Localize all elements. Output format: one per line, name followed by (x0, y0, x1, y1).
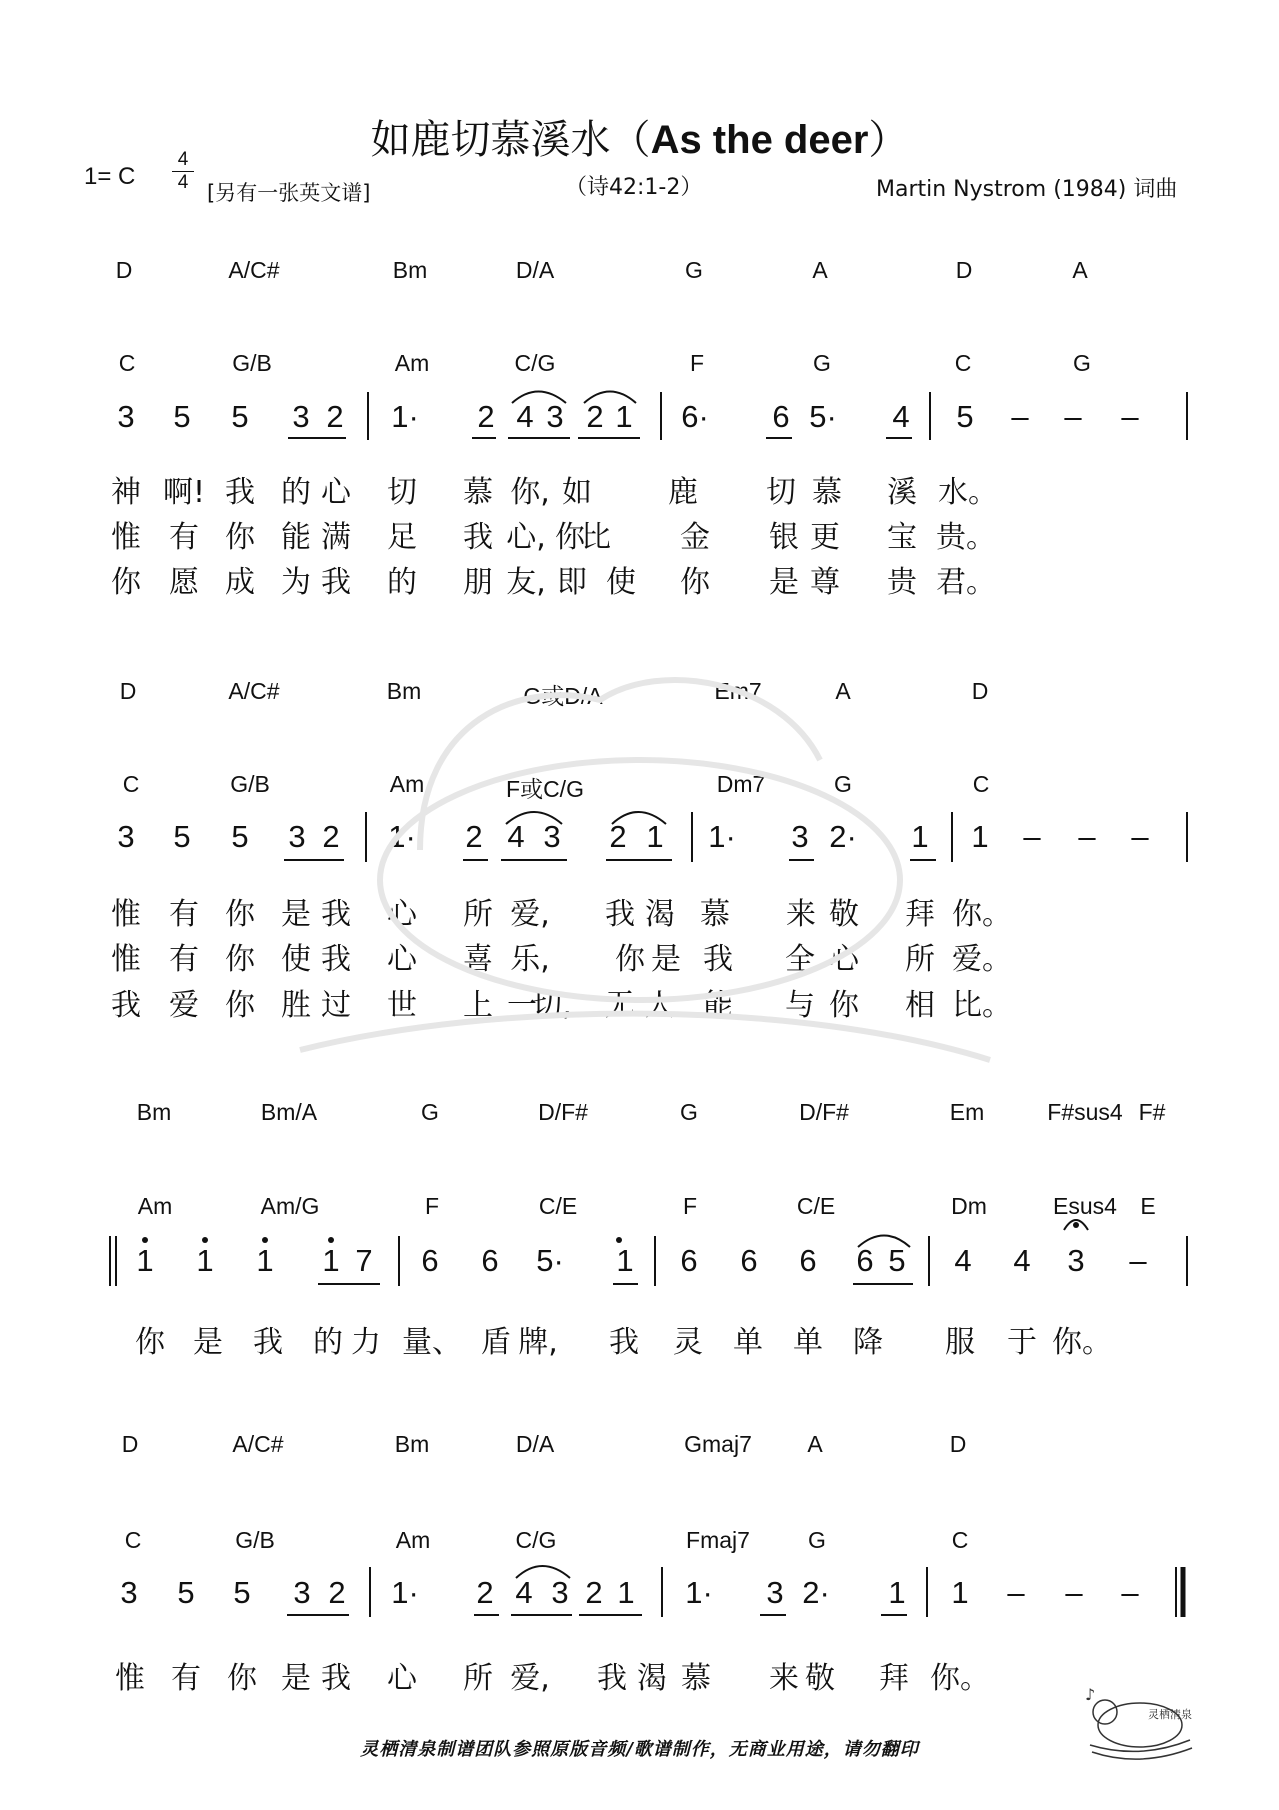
chord-symbol-capo: Am (395, 1527, 431, 1553)
lyric-syllable: 爱。 (952, 942, 1012, 977)
jianpu-note: 4 (954, 1243, 972, 1278)
lyric-syllable: 我 (703, 942, 733, 977)
chord-symbol-capo: C/G (515, 1527, 557, 1553)
chord-symbol: A/C# (228, 257, 280, 283)
chord-symbol: F# (1138, 1099, 1166, 1125)
jianpu-note: 2 (477, 399, 495, 434)
jianpu-note: 5 (173, 819, 191, 854)
jianpu-note: 1 (617, 1575, 635, 1610)
lyric-syllable: 是 (281, 1661, 311, 1696)
jianpu-note: 3 (292, 399, 310, 434)
chord-symbol-capo: G/B (230, 771, 270, 797)
jianpu-note: 3 (293, 1575, 311, 1610)
time-sig-bottom: 4 (177, 172, 189, 193)
lyric-syllable: 我 (321, 1661, 351, 1696)
jianpu-note: 1 (615, 399, 633, 434)
jianpu-note: 3 (543, 819, 561, 854)
lyric-syllable: 你 (615, 942, 645, 977)
lyric-syllable: 惟 (115, 1661, 145, 1696)
jianpu-note: 1 (951, 1575, 969, 1610)
lyric-syllable: 全 (785, 942, 815, 977)
lyric-syllable: 你, (510, 475, 550, 510)
lyric-syllable: 啊! (162, 475, 206, 510)
lyric-syllable: 拜 (905, 897, 935, 932)
chord-symbol: A/C# (228, 678, 280, 704)
lyric-syllable: 宝 (887, 520, 917, 555)
chord-symbol-capo: C/E (796, 1193, 836, 1219)
jianpu-note: 1· (685, 1575, 713, 1610)
lyric-syllable: 如 (562, 475, 592, 510)
lyric-syllable: 我 (321, 897, 351, 932)
chord-symbol: Gmaj7 (684, 1431, 752, 1457)
lyric-syllable: 贵。 (936, 520, 996, 555)
lyric-syllable: 银 (769, 520, 799, 555)
lyric-syllable: 有 (169, 942, 199, 977)
lyric-syllable: 相 (905, 988, 935, 1023)
lyric-syllable: 尊 (810, 565, 840, 600)
jianpu-note: 3 (766, 1575, 784, 1610)
jianpu-note: – (1131, 819, 1149, 854)
lyric-syllable: 来 (769, 1661, 799, 1696)
lyric-syllable: 喜 (463, 942, 493, 977)
lyric-syllable: 惟 (111, 897, 141, 932)
jianpu-note: 5 (956, 399, 974, 434)
lyric-syllable: 有 (171, 1661, 201, 1696)
jianpu-note: 1 (322, 1243, 340, 1278)
lyric-syllable: 乐, (510, 942, 550, 977)
lyric-syllable: 切 (766, 475, 796, 510)
lyric-syllable: 慕 (681, 1661, 711, 1696)
jianpu-note: 6 (421, 1243, 439, 1278)
jianpu-note: 1· (708, 819, 736, 854)
lyric-syllable: 敬 (805, 1661, 835, 1696)
chord-symbol-capo: G/B (232, 350, 272, 376)
lyric-syllable: 是 (769, 565, 799, 600)
lyric-syllable: 渴 (637, 1661, 667, 1696)
jianpu-note: 2· (802, 1575, 830, 1610)
jianpu-note: 4 (507, 819, 525, 854)
jianpu-note: 3 (1067, 1243, 1085, 1278)
lyric-syllable: 成 (225, 565, 255, 600)
jianpu-note: 7 (355, 1243, 373, 1278)
lyric-syllable: 惟 (111, 520, 141, 555)
chord-symbol-capo: F (424, 1193, 440, 1219)
jianpu-note: 2 (328, 1575, 346, 1610)
jianpu-note: 2 (586, 399, 604, 434)
chord-symbol: G (685, 257, 703, 283)
lyric-syllable: 更 (810, 520, 840, 555)
lyric-syllable: 贵 (887, 565, 917, 600)
lyric-syllable: 人 (645, 988, 675, 1023)
lyric-syllable: 慕 (463, 475, 493, 510)
lyric-syllable: 单 (793, 1325, 823, 1360)
jianpu-note: 2 (326, 399, 344, 434)
chord-symbol-capo: Esus4 (1053, 1193, 1117, 1219)
lyric-syllable: 爱, (510, 897, 550, 932)
chord-symbol-capo: Am/G (260, 1193, 320, 1219)
lyric-syllable: 心 (387, 942, 417, 977)
lyric-syllable: 一 (507, 988, 537, 1023)
jianpu-note: 5 (173, 399, 191, 434)
jianpu-note: 1 (136, 1243, 154, 1278)
chord-symbol: D/F# (799, 1099, 849, 1125)
chord-symbol: A/C# (232, 1431, 284, 1457)
chord-symbol: Em7 (714, 678, 762, 704)
lyric-syllable: 是 (651, 942, 681, 977)
chord-symbol: G (680, 1099, 698, 1125)
lyric-syllable: 你 (225, 520, 255, 555)
jianpu-note: 5 (233, 1575, 251, 1610)
lyric-syllable: 我 (609, 1325, 639, 1360)
chord-symbol: Em (949, 1099, 985, 1125)
chord-symbol-capo: Am (389, 771, 425, 797)
jianpu-note: 5 (177, 1575, 195, 1610)
chord-symbol: D (115, 257, 133, 283)
lyric-syllable: 我 (111, 988, 141, 1023)
jianpu-note: 3 (546, 399, 564, 434)
lyric-syllable: 我 (253, 1325, 283, 1360)
lyric-syllable: 所 (905, 942, 935, 977)
lyric-syllable: 你。 (1052, 1325, 1112, 1360)
barlines (110, 392, 1187, 1617)
chord-symbol-capo: C (122, 771, 140, 797)
jianpu-note: 1 (888, 1575, 906, 1610)
lyric-syllable: 比。 (952, 988, 1012, 1023)
lyric-syllable: 我 (463, 520, 493, 555)
lyric-syllable: 爱 (169, 988, 199, 1023)
jianpu-note: 5 (231, 399, 249, 434)
lyric-syllable: 慕 (700, 897, 730, 932)
jianpu-note: 3 (288, 819, 306, 854)
watermark-sheep (300, 680, 990, 1060)
chord-symbol-capo: Fmaj7 (686, 1527, 750, 1553)
jianpu-note: – (1121, 1575, 1139, 1610)
lyric-syllable: 你 (227, 1661, 257, 1696)
chord-symbol: A (1072, 257, 1088, 283)
lyric-syllable: 心 (387, 897, 417, 932)
chord-symbol: D (949, 1431, 967, 1457)
chord-symbol-capo: G/B (235, 1527, 275, 1553)
chord-symbol-capo: Am (394, 350, 430, 376)
lyric-syllable: 比 (581, 520, 611, 555)
jianpu-note: – (1011, 399, 1029, 434)
lyric-syllable: 友, (506, 565, 546, 600)
jianpu-note: – (1023, 819, 1041, 854)
lyric-syllable: 单 (733, 1325, 763, 1360)
lyric-syllable: 足 (387, 520, 417, 555)
lyric-syllable: 满 (321, 520, 351, 555)
lyric-syllable: 心 (321, 475, 351, 510)
chord-symbol: A (835, 678, 851, 704)
lyric-syllable: 鹿 (668, 475, 698, 510)
lyric-syllable: 你。 (952, 897, 1012, 932)
lyric-syllable: 君。 (936, 565, 996, 600)
lyric-syllable: 所 (463, 897, 493, 932)
jianpu-note: – (1121, 399, 1139, 434)
scripture-reference: （诗42:1-2） (565, 175, 703, 200)
chord-symbol-capo: G (1073, 350, 1091, 376)
lyric-syllable: 敬 (829, 897, 859, 932)
lyric-syllable: 你 (829, 988, 859, 1023)
jianpu-note: 4 (515, 1575, 533, 1610)
jianpu-note: 1 (196, 1243, 214, 1278)
lyric-syllable: 我 (321, 565, 351, 600)
jianpu-note: 3 (117, 399, 135, 434)
lyric-syllable: 你 (225, 897, 255, 932)
chord-symbol: D (971, 678, 989, 704)
jianpu-note: 1· (388, 819, 416, 854)
jianpu-note: 2 (322, 819, 340, 854)
jianpu-note: 2 (465, 819, 483, 854)
jianpu-note: 3 (117, 819, 135, 854)
chord-symbol: D (121, 1431, 139, 1457)
jianpu-note: 1· (391, 1575, 419, 1610)
chord-symbol-capo: F (682, 1193, 698, 1219)
author-credit: Martin Nystrom (1984) 词曲 (876, 177, 1178, 202)
jianpu-note: 1 (616, 1243, 634, 1278)
jianpu-note: – (1064, 399, 1082, 434)
lyric-syllable: 你 (225, 942, 255, 977)
lyric-syllable: 心 (387, 1661, 417, 1696)
chord-symbol-capo: E (1140, 1193, 1156, 1219)
jianpu-note: 2 (609, 819, 627, 854)
lyric-syllable: 过 (321, 988, 351, 1023)
lyric-syllable: 所 (463, 1661, 493, 1696)
lyric-syllable: 你 (680, 565, 710, 600)
chord-symbol: Bm (136, 1099, 172, 1125)
chord-symbol-capo: Dm7 (716, 771, 766, 797)
chord-symbol: Bm (386, 678, 422, 704)
lyric-syllable: 惟 (111, 942, 141, 977)
time-sig-top: 4 (177, 149, 189, 170)
jianpu-note: 2 (585, 1575, 603, 1610)
lyric-syllable: 愿 (169, 565, 199, 600)
lyric-syllable: 世 (387, 988, 417, 1023)
chord-symbol: A (807, 1431, 823, 1457)
lyric-syllable: 能 (703, 988, 733, 1023)
lyric-syllable: 渴 (645, 897, 675, 932)
lyric-syllable: 神 (111, 475, 141, 510)
jianpu-note: 6 (481, 1243, 499, 1278)
chord-symbol: A (812, 257, 828, 283)
chord-symbol: D/F# (538, 1099, 588, 1125)
jianpu-note: – (1007, 1575, 1025, 1610)
chord-symbol-capo: C (124, 1527, 142, 1553)
jianpu-note: 4 (892, 399, 910, 434)
jianpu-note: 1 (256, 1243, 274, 1278)
jianpu-note: 5· (536, 1243, 564, 1278)
lyric-syllable: 溪 (887, 475, 917, 510)
lyric-syllable: 与 (785, 988, 815, 1023)
chord-symbol-capo: C (954, 350, 972, 376)
jianpu-note: 6· (681, 399, 709, 434)
lyric-syllable: 我 (225, 475, 255, 510)
lyric-syllable: 使 (606, 565, 636, 600)
jianpu-note: – (1078, 819, 1096, 854)
lyric-syllable: 心, (506, 520, 546, 555)
chord-symbol: G或D/A (523, 683, 603, 709)
key-signature: 1= C (84, 163, 136, 190)
jianpu-note: 6 (772, 399, 790, 434)
chord-symbol-capo: G (813, 350, 831, 376)
jianpu-note: 1 (646, 819, 664, 854)
lyric-syllable: 有 (169, 897, 199, 932)
chord-symbol-capo: F (689, 350, 705, 376)
jianpu-note: 1 (971, 819, 989, 854)
lyric-syllable: 牌, (518, 1325, 558, 1360)
lyric-syllable: 的 (281, 475, 311, 510)
chord-symbol-capo: C (951, 1527, 969, 1553)
lyric-syllable: 金 (680, 520, 710, 555)
lyric-syllable: 量、 (402, 1325, 462, 1360)
lyric-syllable: 水。 (938, 475, 998, 510)
lyric-syllable: 使 (281, 942, 311, 977)
chord-symbol-capo: C (118, 350, 136, 376)
jianpu-note: 6 (680, 1243, 698, 1278)
chord-symbol-capo: C (972, 771, 990, 797)
jianpu-note: 6 (856, 1243, 874, 1278)
lyric-syllable: 的 (313, 1325, 343, 1360)
lyric-syllable: 拜 (879, 1661, 909, 1696)
lyric-syllable: 我 (321, 942, 351, 977)
jianpu-note: 1· (391, 399, 419, 434)
lyric-syllable: 我 (597, 1661, 627, 1696)
lyric-syllable: 心 (829, 942, 859, 977)
lyric-syllable: 为 (281, 565, 311, 600)
music-note-icon: ♪ (1085, 1685, 1096, 1704)
jianpu-note: 1 (911, 819, 929, 854)
lyric-syllable: 切 (387, 475, 417, 510)
chord-symbol-capo: F或C/G (506, 776, 584, 802)
jianpu-note: – (1129, 1243, 1147, 1278)
lyric-syllable: 你 (135, 1325, 165, 1360)
lyric-syllable: 能 (281, 520, 311, 555)
lyric-syllable: 降 (853, 1325, 883, 1360)
lyric-syllable: 是 (281, 897, 311, 932)
chord-symbol: Bm/A (260, 1099, 318, 1125)
jianpu-note: 3 (120, 1575, 138, 1610)
chord-symbol: D (119, 678, 137, 704)
jianpu-note: 6 (799, 1243, 817, 1278)
chord-symbol: Bm (392, 257, 428, 283)
chord-symbol: Bm (394, 1431, 430, 1457)
lyric-syllable: 上 (463, 988, 493, 1023)
lyric-syllable: 来 (786, 897, 816, 932)
logo-text: 灵栖清泉 (1148, 1708, 1192, 1721)
lyric-syllable: 力 (351, 1325, 381, 1360)
lyric-syllable: 服 (945, 1325, 975, 1360)
chord-symbol-capo: Dm (951, 1193, 987, 1219)
lyric-syllable: 有 (169, 520, 199, 555)
jianpu-note: 4 (516, 399, 534, 434)
lyric-syllable: 慕 (812, 475, 842, 510)
jianpu-note: 2 (476, 1575, 494, 1610)
chord-symbol: F#sus4 (1047, 1099, 1123, 1125)
lyric-syllable: 无 (605, 988, 635, 1023)
jianpu-note: 3 (791, 819, 809, 854)
lyric-syllable: 爱, (510, 1661, 550, 1696)
chord-symbol-capo: C/G (514, 350, 556, 376)
jianpu-note: – (1065, 1575, 1083, 1610)
lyric-syllable: 胜 (281, 988, 311, 1023)
song-title: 如鹿切慕溪水（As the deer） (370, 117, 909, 163)
jianpu-note: 5 (888, 1243, 906, 1278)
lyric-syllable: 灵 (673, 1325, 703, 1360)
chord-symbol-capo: G (808, 1527, 826, 1553)
chord-symbol-capo: C/E (538, 1193, 578, 1219)
lyric-syllable: 朋 (463, 565, 493, 600)
lyric-syllable: 你 (225, 988, 255, 1023)
lyric-syllable: 你 (555, 520, 585, 555)
footer-credit: 灵栖清泉制谱团队参照原版音频/歌谱制作，无商业用途，请勿翻印 (360, 1739, 919, 1760)
chord-symbol-capo: G (834, 771, 852, 797)
lyric-syllable: 盾 (481, 1325, 511, 1360)
jianpu-note: 3 (551, 1575, 569, 1610)
lyric-syllable: 即 (557, 565, 587, 600)
lyric-syllable: 于 (1007, 1325, 1037, 1360)
lyric-syllable: 切, (532, 988, 572, 1023)
chord-symbol-capo: Am (137, 1193, 173, 1219)
jianpu-note: 6 (740, 1243, 758, 1278)
chord-symbol: D/A (515, 1431, 555, 1457)
jianpu-note: 4 (1013, 1243, 1031, 1278)
lyric-syllable: 是 (193, 1325, 223, 1360)
lyric-syllable: 你 (111, 565, 141, 600)
english-score-note: [另有一张英文谱] (207, 181, 371, 205)
lyric-syllable: 的 (387, 565, 417, 600)
lyric-syllable: 我 (605, 897, 635, 932)
chord-symbol: D (955, 257, 973, 283)
jianpu-note: 2· (829, 819, 857, 854)
chord-symbol: D/A (515, 257, 555, 283)
jianpu-note: 5· (809, 399, 837, 434)
jianpu-note: 5 (231, 819, 249, 854)
chord-symbol: G (421, 1099, 439, 1125)
lyric-syllable: 你。 (930, 1661, 990, 1696)
